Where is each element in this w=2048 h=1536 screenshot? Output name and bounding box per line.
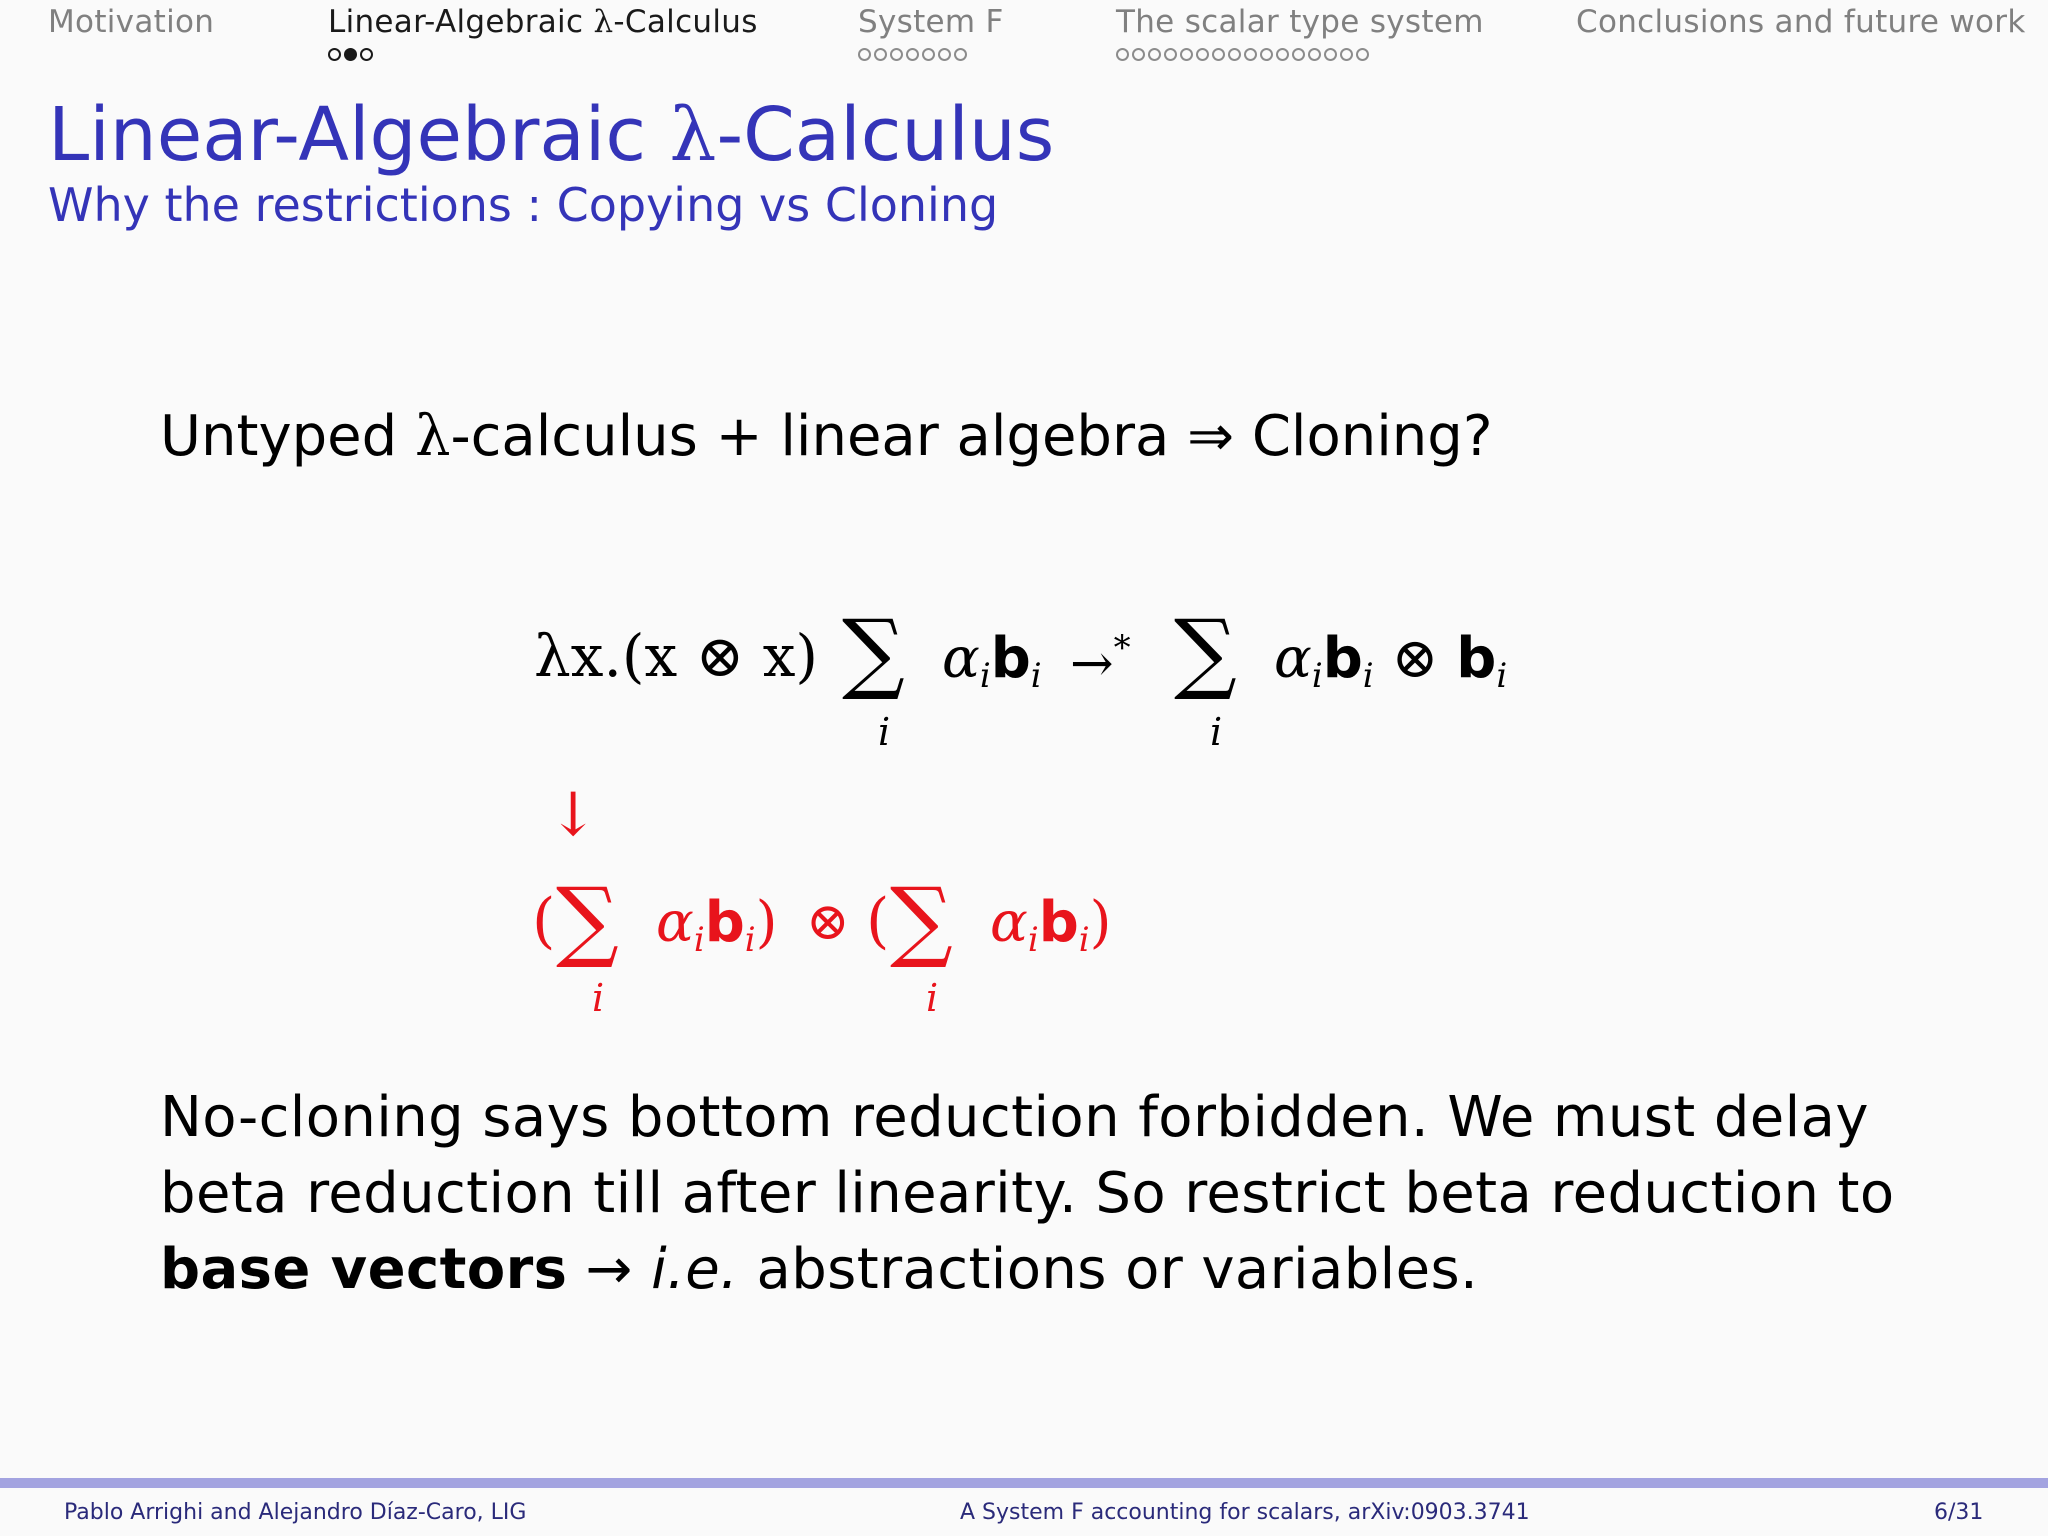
sum-index: i (592, 976, 605, 1020)
b-vector: b (1038, 890, 1079, 955)
nav-dot[interactable] (1308, 48, 1321, 61)
nav-dot[interactable] (328, 48, 341, 61)
footer-bar (0, 1478, 2048, 1488)
lambda-symbol: λ (414, 404, 451, 469)
statement-text: Untyped (160, 404, 415, 469)
alpha-symbol: α (990, 890, 1028, 955)
nav-dot[interactable] (1164, 48, 1177, 61)
paragraph-italic-ie: i.e. (651, 1237, 739, 1302)
nav-dot[interactable] (1148, 48, 1161, 61)
index-i: i (1311, 656, 1323, 696)
nav-dot[interactable] (1132, 48, 1145, 61)
index-i: i (1030, 656, 1042, 696)
tensor-symbol: ⊗ (806, 892, 850, 952)
sum-symbol: ∑ (842, 600, 905, 703)
nav-dots (328, 44, 758, 64)
summand-alpha-b-tensor-b (1274, 626, 1507, 696)
nav-dot[interactable] (1292, 48, 1305, 61)
nav-label-conclusions[interactable]: Conclusions and future work (1576, 4, 2026, 40)
nav-dot[interactable] (1212, 48, 1225, 61)
index-i: i (979, 656, 991, 696)
nav-label-text: -Calculus (613, 4, 758, 40)
alpha-symbol: α (1274, 626, 1312, 691)
sum-symbol: ∑ (890, 868, 953, 971)
summand-alpha-b (656, 890, 778, 960)
lambda-symbol: λ (669, 92, 717, 178)
alpha-symbol: α (656, 890, 694, 955)
footer-paper-title: A System F accounting for scalars, arXiv:0903.3741 (960, 1500, 1530, 1525)
open-paren: ( (866, 886, 890, 956)
nav-dots (858, 44, 1004, 64)
nav-dot[interactable] (874, 48, 887, 61)
index-i: i (744, 920, 756, 960)
nav-label-text: Linear-Algebraic (328, 4, 594, 40)
nav-dot[interactable] (360, 48, 373, 61)
close-paren: ) (755, 890, 778, 955)
nav-label-linear-algebraic[interactable] (328, 4, 758, 40)
footer-authors: Pablo Arrighi and Alejandro Díaz-Caro, LIG (64, 1500, 527, 1525)
nav-label-scalar-type-system[interactable]: The scalar type system (1116, 4, 1484, 40)
nav-dot[interactable] (1180, 48, 1193, 61)
title-text: -Calculus (716, 92, 1055, 178)
right-arrow-icon: → (567, 1237, 652, 1302)
nav-dot[interactable] (1340, 48, 1353, 61)
sum-index: i (1210, 710, 1223, 754)
open-paren: ( (532, 886, 556, 956)
sum-index: i (878, 710, 891, 754)
nav-dot[interactable] (1276, 48, 1289, 61)
index-i: i (693, 920, 705, 960)
b-vector: b (1322, 626, 1363, 691)
explanation-paragraph (160, 1080, 1920, 1308)
right-arrow-icon: → (1070, 634, 1114, 694)
sum-index: i (926, 976, 939, 1020)
nav-section-conclusions[interactable] (1576, 4, 2026, 40)
nav-section-linear-algebraic[interactable] (328, 4, 758, 64)
paragraph-bold-term: base vectors (160, 1237, 568, 1302)
paragraph-text: No-cloning says bottom reduction forbidden. We must delay beta reduction till after linearity. So restrict beta reduction to (160, 1085, 1895, 1226)
sum-symbol: ∑ (556, 868, 619, 971)
nav-dot[interactable] (922, 48, 935, 61)
nav-section-motivation[interactable] (48, 4, 214, 40)
nav-dot[interactable] (858, 48, 871, 61)
down-arrow-icon: ↓ (548, 780, 599, 850)
statement-line (160, 404, 1493, 469)
nav-dot[interactable] (1324, 48, 1337, 61)
nav-dot[interactable] (344, 48, 357, 61)
nav-section-scalar-type-system[interactable] (1116, 4, 1484, 64)
close-paren: ) (1089, 890, 1112, 955)
statement-text: -calculus + linear algebra ⇒ Cloning? (450, 404, 1493, 469)
nav-dot[interactable] (1244, 48, 1257, 61)
nav-dot[interactable] (1116, 48, 1129, 61)
nav-dot[interactable] (906, 48, 919, 61)
b-vector: b (1456, 626, 1497, 691)
nav-section-system-f[interactable] (858, 4, 1004, 64)
nav-dot[interactable] (938, 48, 951, 61)
index-i: i (1496, 656, 1508, 696)
slide-subtitle: Why the restrictions : Copying vs Cloning (48, 178, 999, 232)
nav-label-system-f[interactable]: System F (858, 4, 1004, 40)
lambda-symbol: λ (593, 4, 614, 40)
index-i: i (1362, 656, 1374, 696)
footer-page-number: 6/31 (1934, 1500, 1984, 1525)
formula-lhs: λx.(x ⊗ x) (534, 622, 819, 690)
index-i: i (1078, 920, 1090, 960)
nav-dot[interactable] (954, 48, 967, 61)
summand-alpha-b (942, 626, 1042, 696)
nav-dot[interactable] (890, 48, 903, 61)
sum-symbol: ∑ (1174, 600, 1237, 703)
paragraph-text: abstractions or variables. (738, 1237, 1479, 1302)
title-text: Linear-Algebraic (48, 92, 670, 178)
nav-dots (1116, 44, 1484, 64)
summand-alpha-b (990, 890, 1112, 960)
nav-label-motivation[interactable]: Motivation (48, 4, 215, 40)
tensor-symbol: ⊗ (1391, 626, 1439, 691)
index-i: i (1027, 920, 1039, 960)
nav-dot[interactable] (1260, 48, 1273, 61)
alpha-symbol: α (942, 626, 980, 691)
nav-dot[interactable] (1196, 48, 1209, 61)
nav-dot[interactable] (1356, 48, 1369, 61)
b-vector: b (704, 890, 745, 955)
nav-dot[interactable] (1228, 48, 1241, 61)
slide-title (48, 92, 1054, 178)
star-symbol: * (1113, 628, 1131, 668)
b-vector: b (990, 626, 1031, 691)
reduction-arrow (1070, 628, 1131, 694)
